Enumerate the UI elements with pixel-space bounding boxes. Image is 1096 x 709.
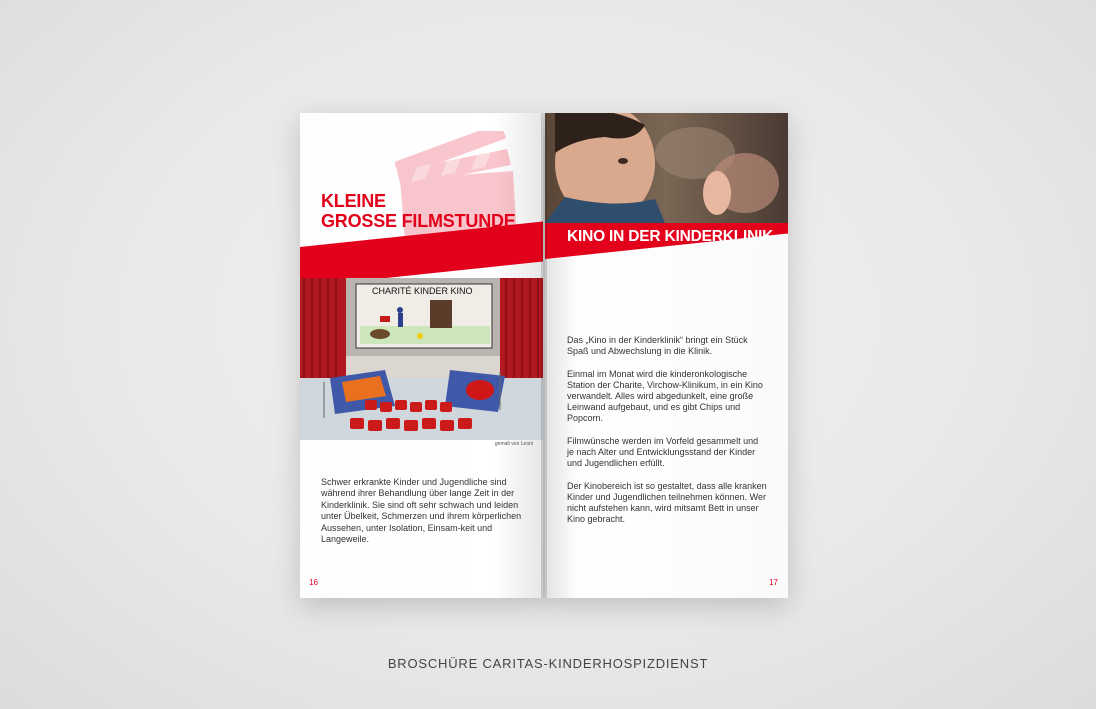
right-body-text — [567, 335, 767, 537]
left-body-text: Schwer erkrankte Kinder und Jugendliche sind während ihrer Behandlung über lange Zeit in der Kinderklinik. Sie sind oft sehr schwach und leiden unter Übelkeit, Schmerzen und ihrem körperlichen Aussehen, unter Isolation, Einsam-keit und Langeweile. — [321, 477, 522, 545]
right-title: KINO IN DER KINDERKLINIK — [567, 228, 774, 245]
right-page — [545, 113, 788, 598]
drawing-title-text: CHARITÉ KINDER KINO — [372, 286, 473, 296]
paragraph-1: Das „Kino in der Kinderklinik“ bringt ein Stück Spaß und Abwechslung in die Klinik. — [567, 335, 748, 357]
paragraph-3: Filmwünsche werden im Vorfeld gesammelt und je nach Alter und Entwicklungsstand der Kinder und Jugendlichen erfüllt. — [567, 435, 759, 469]
caption: BROSCHÜRE CARITAS-KINDERHOSPIZDIENST — [387, 656, 709, 671]
drawing-credit: gemalt von Leoni — [494, 441, 533, 447]
headline-line-1: KLEINE — [321, 191, 386, 211]
paragraph-4: Der Kinobereich ist so gestaltet, dass alle kranken Kinder und Jugendlichen teilnehmen können. Wer nicht aufstehen kann, wird mitsamt Bett in unser Kino gebracht. — [567, 480, 767, 525]
child-photo — [545, 113, 788, 223]
brochure-spread — [300, 113, 788, 598]
page-number-left: 16 — [309, 578, 318, 587]
child-drawing — [300, 278, 543, 440]
page-number-right: 17 — [769, 578, 778, 587]
spine — [541, 113, 547, 598]
headline-line-2: GROSSE FILMSTUNDE — [321, 211, 516, 231]
left-headline — [321, 191, 516, 231]
paragraph-2: Einmal im Monat wird die kinderonkologische Station der Charite, Virchow-Klinikum, in ein Kino verwandelt. Alles wird abgedunkelt, eine große Leinwand aufgebaut, und es gibt Chips und Popcorn. — [567, 368, 763, 424]
left-page — [300, 113, 543, 598]
